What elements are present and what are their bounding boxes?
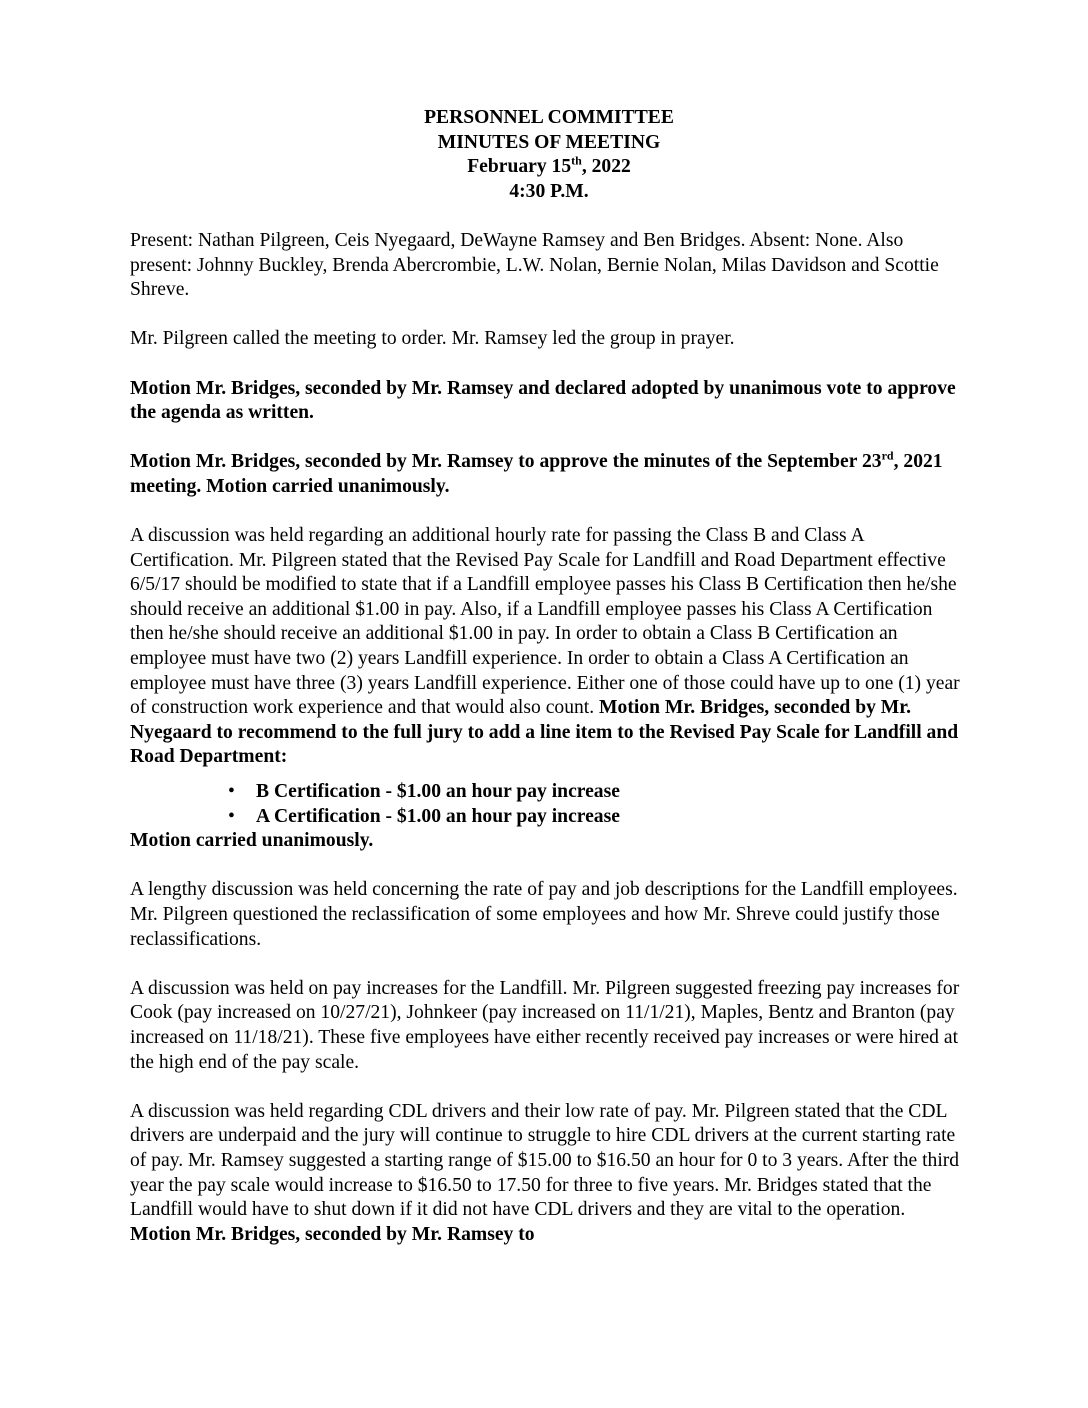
document-header bbox=[138, 106, 960, 204]
list-item: • B Certification - $1.00 an hour pay increase bbox=[228, 780, 960, 805]
meeting-date bbox=[138, 155, 960, 180]
motion-minutes-text-start: Motion Mr. Bridges, seconded by Mr. Ramsey to approve the minutes of the September 23 bbox=[130, 451, 882, 473]
motion-agenda-paragraph: Motion Mr. Bridges, seconded by Mr. Ramsey and declared adopted by unanimous vote to approve the agenda as written. bbox=[130, 377, 956, 424]
meeting-date-month-day: February 15 bbox=[467, 156, 572, 178]
attendance-paragraph: Present: Nathan Pilgreen, Ceis Nyegaard, DeWayne Ramsey and Ben Bridges. Absent: None. Also present: Johnny Buckley, Brenda Abercrombie, L.W. Nolan, Bernie Nolan, Milas Davidson and Scottie Shreve. bbox=[130, 229, 939, 301]
motion-minutes-text-end: , 2021 meeting. Motion carried unanimously. bbox=[130, 451, 943, 497]
motion-minutes-paragraph bbox=[130, 450, 960, 499]
meeting-date-year: , 2022 bbox=[581, 156, 631, 178]
cdl-motion-text: Motion Mr. Bridges, seconded by Mr. Ramsey to bbox=[130, 1223, 535, 1245]
call-to-order-paragraph: Mr. Pilgreen called the meeting to order. Mr. Ramsey led the group in prayer. bbox=[130, 328, 735, 350]
cdl-discussion-paragraph bbox=[130, 1100, 960, 1248]
meeting-date-ordinal: th bbox=[571, 153, 582, 168]
certification-discussion-text: A discussion was held regarding an additional hourly rate for passing the Class B and Class A Certification. Mr. Pilgreen stated that the Revised Pay Scale for Landfill and Road Department effective 6/5/17 should be modified to state that if a Landfill employee passes his Class B Certification then he/she should receive an additional $1.00 in pay. Also, if a Landfill employee passes his Class A Certification then he/she should receive an additional $1.00 in pay. In order to obtain a Class B Certification an employee must have two (2) years Landfill experience. In order to obtain a Class A Certification an employee must have three (3) years Landfill experience. Either one of those could have up to one (1) year of construction work experience and that would also count. bbox=[130, 525, 960, 719]
committee-title: PERSONNEL COMMITTEE bbox=[424, 107, 674, 128]
certification-discussion-paragraph bbox=[130, 524, 960, 770]
certification-motion-text: Motion Mr. Bridges, seconded by Mr. Nyegaard to recommend to the full jury to add a line item to the Revised Pay Scale for Landfill and Road Department: bbox=[130, 697, 959, 768]
list-item: • A Certification - $1.00 an hour pay increase bbox=[228, 805, 960, 830]
pay-increase-discussion-paragraph: A discussion was held on pay increases for the Landfill. Mr. Pilgreen suggested freezing pay increases for Cook (pay increased on 10/27/21), Johnkeer (pay increased on 11/1/21), Maples, Bentz and Branton (pay increased on 11/18/21). These five employees have either recently received pay increases or were hired at the high end of the pay scale. bbox=[130, 977, 960, 1073]
meeting-time: 4:30 P.M. bbox=[509, 180, 589, 202]
motion-minutes-ordinal: rd bbox=[881, 448, 894, 463]
certification-list bbox=[130, 780, 960, 829]
cdl-discussion-text: A discussion was held regarding CDL drivers and their low rate of pay. Mr. Pilgreen stated that the CDL drivers are underpaid and the jury will continue to struggle to hire CDL drivers at the current starting rate of pay. Mr. Ramsey suggested a starting range of $15.00 to $16.50 an hour for 0 to 3 years. After the third year the pay scale would increase to $16.50 to 17.50 for three to five years. Mr. Bridges stated that the Landfill would have to shut down if it did not have CDL drivers and they are vital to the operation. bbox=[130, 1100, 960, 1221]
motion-carried-text: Motion carried unanimously. bbox=[130, 830, 374, 852]
landfill-pay-discussion-paragraph: A lengthy discussion was held concerning the rate of pay and job descriptions for the Landfill employees. Mr. Pilgreen questioned the reclassification of some employees and how Mr. Shreve could justify those reclassifications. bbox=[130, 879, 958, 950]
minutes-title: MINUTES OF MEETING bbox=[437, 131, 661, 153]
